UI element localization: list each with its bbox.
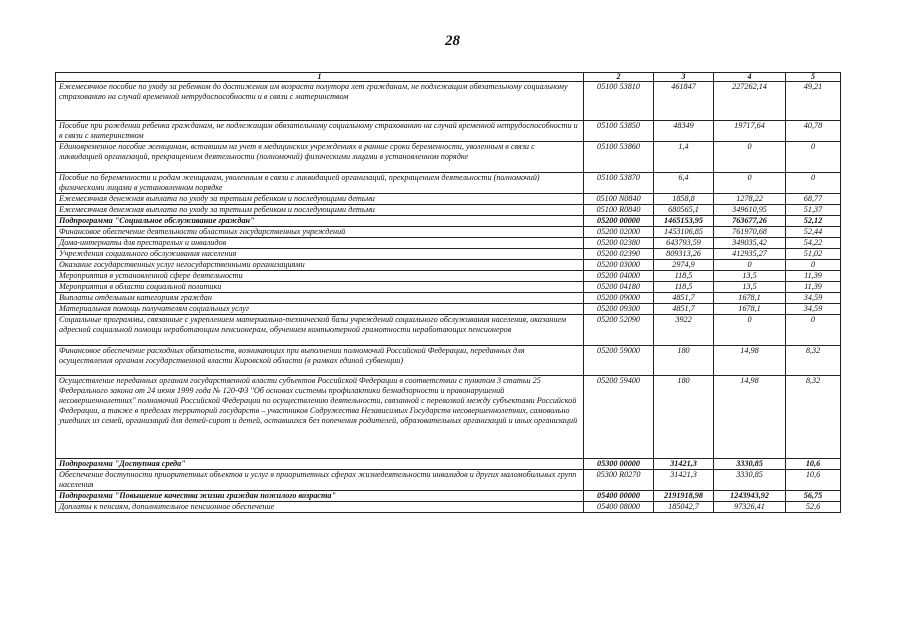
table-row <box>56 470 841 491</box>
row-fact-cell: 349035,42 <box>714 238 786 249</box>
row-code-cell: 05200 52090 <box>584 315 654 346</box>
row-plan-cell: 180 <box>654 346 714 376</box>
row-fact-cell: 3330,85 <box>714 470 786 491</box>
row-plan-cell: 31421,3 <box>654 459 714 470</box>
header-col-3: 3 <box>654 73 714 82</box>
row-percent-cell: 51,37 <box>786 205 841 216</box>
row-fact-cell: 349610,95 <box>714 205 786 216</box>
row-percent-cell: 0 <box>786 315 841 346</box>
row-name-cell: Финансовое обеспечение расходных обязательств, возникающих при выполнении полномочий Российской Федерации, переданных для осуществления органам государственной власти Кировской области (в рамках единой субвенции) <box>56 346 584 376</box>
page-number: 28 <box>445 33 460 49</box>
row-fact-cell: 0 <box>714 315 786 346</box>
row-fact-cell: 3330,85 <box>714 459 786 470</box>
row-plan-cell: 3922 <box>654 315 714 346</box>
header-col-2: 2 <box>584 73 654 82</box>
row-code-cell: 05200 59400 <box>584 376 654 459</box>
row-fact-cell: 1278,22 <box>714 194 786 205</box>
table-row <box>56 238 841 249</box>
row-percent-cell: 34,59 <box>786 304 841 315</box>
row-fact-cell: 763677,26 <box>714 216 786 227</box>
header-col-1: 1 <box>56 73 584 82</box>
row-fact-cell: 0 <box>714 142 786 173</box>
table-row <box>56 216 841 227</box>
table-row <box>56 271 841 282</box>
header-col-4: 4 <box>714 73 786 82</box>
table-row <box>56 205 841 216</box>
row-percent-cell: 54,22 <box>786 238 841 249</box>
table-row <box>56 491 841 502</box>
table-row <box>56 260 841 271</box>
row-fact-cell: 1678,1 <box>714 304 786 315</box>
row-percent-cell: 11,39 <box>786 282 841 293</box>
row-plan-cell: 1858,8 <box>654 194 714 205</box>
row-code-cell: 05200 03000 <box>584 260 654 271</box>
table-row <box>56 227 841 238</box>
row-name-cell: Мероприятия в области социальной политики <box>56 282 584 293</box>
row-code-cell: 05200 09000 <box>584 293 654 304</box>
row-fact-cell: 13,5 <box>714 282 786 293</box>
row-fact-cell: 227262,14 <box>714 82 786 121</box>
table-row <box>56 376 841 459</box>
row-fact-cell: 1243943,92 <box>714 491 786 502</box>
table-row <box>56 249 841 260</box>
row-plan-cell: 1453106,85 <box>654 227 714 238</box>
row-name-cell: Единовременное пособие женщинам, вставшим на учет в медицинских учреждениях в ранние сроки беременности, уволенным в связи с ликвидацией организаций, прекращением деятельности (полномочий) физическими лицами в установленном порядке <box>56 142 584 173</box>
table-row <box>56 293 841 304</box>
row-percent-cell: 0 <box>786 173 841 194</box>
row-name-cell: Осуществление переданных органам государственной власти субъектов Российской Федерации в соответствии с пунктом 3 статьи 25 Федерального закона от 24 июня 1999 года № 120-ФЗ "Об основах системы профилактики безнадзорности и правонарушений несовершеннолетних" полномочий Российской Федерации по осуществлению деятельности, связанной с перевозкой между субъектами Российской Федерации, а также в пределах территорий государств – участников Содружества Независимых Государств несовершеннолетних, самовольно ушедших из семей, организаций для детей-сирот и детей, оставшихся без попечения родителей, образовательных организаций и иных организаций <box>56 376 584 459</box>
table-row <box>56 315 841 346</box>
row-name-cell: Материальная помощь получателям социальных услуг <box>56 304 584 315</box>
row-percent-cell: 49,21 <box>786 82 841 121</box>
row-fact-cell: 14,98 <box>714 346 786 376</box>
row-fact-cell: 412935,27 <box>714 249 786 260</box>
row-code-cell: 05200 02380 <box>584 238 654 249</box>
row-plan-cell: 4851,7 <box>654 293 714 304</box>
table-row <box>56 304 841 315</box>
row-percent-cell: 68,77 <box>786 194 841 205</box>
table-row <box>56 282 841 293</box>
table-row <box>56 459 841 470</box>
row-code-cell: 05100 R0840 <box>584 205 654 216</box>
row-percent-cell: 56,75 <box>786 491 841 502</box>
row-plan-cell: 118,5 <box>654 271 714 282</box>
row-code-cell: 05200 02000 <box>584 227 654 238</box>
row-percent-cell: 52,12 <box>786 216 841 227</box>
row-percent-cell: 10,6 <box>786 470 841 491</box>
row-name-cell: Выплаты отдельным категориям граждан <box>56 293 584 304</box>
row-fact-cell: 0 <box>714 260 786 271</box>
row-name-cell: Подпрограмма "Доступная среда" <box>56 459 584 470</box>
row-fact-cell: 761970,68 <box>714 227 786 238</box>
row-fact-cell: 1678,1 <box>714 293 786 304</box>
row-percent-cell: 0 <box>786 260 841 271</box>
row-name-cell: Ежемесячная денежная выплата по уходу за третьим ребенком и последующими детьми <box>56 205 584 216</box>
row-name-cell: Обеспечение доступности приоритетных объектов и услуг в приоритетных сферах жизнедеятельности инвалидов и других маломобильных групп населения <box>56 470 584 491</box>
row-code-cell: 05200 00000 <box>584 216 654 227</box>
row-fact-cell: 19717,64 <box>714 121 786 142</box>
row-plan-cell: 809313,26 <box>654 249 714 260</box>
row-name-cell: Подпрограмма "Повышение качества жизни граждан пожилого возраста" <box>56 491 584 502</box>
row-plan-cell: 6,4 <box>654 173 714 194</box>
row-name-cell: Мероприятия в установленной сфере деятельности <box>56 271 584 282</box>
table-row <box>56 173 841 194</box>
table-row <box>56 121 841 142</box>
row-percent-cell: 0 <box>786 142 841 173</box>
table-header-row <box>56 73 841 82</box>
row-percent-cell: 8,32 <box>786 346 841 376</box>
row-name-cell: Ежемесячное пособие по уходу за ребенком до достижения им возраста полутора лет гражданам, не подлежащим обязательному социальному страхованию на случай временной нетрудоспособности и в связи с материнством <box>56 82 584 121</box>
row-plan-cell: 4851,7 <box>654 304 714 315</box>
table-row <box>56 82 841 121</box>
row-name-cell: Учреждения социального обслуживания населения <box>56 249 584 260</box>
table-row <box>56 142 841 173</box>
row-plan-cell: 1465153,95 <box>654 216 714 227</box>
row-name-cell: Ежемесячная денежная выплата по уходу за третьим ребенком и последующими детьми <box>56 194 584 205</box>
table-row <box>56 194 841 205</box>
row-plan-cell: 461847 <box>654 82 714 121</box>
row-code-cell: 05400 00000 <box>584 491 654 502</box>
row-percent-cell: 34,59 <box>786 293 841 304</box>
row-code-cell: 05400 08000 <box>584 502 654 513</box>
row-code-cell: 05100 53860 <box>584 142 654 173</box>
row-name-cell: Пособие по беременности и родам женщинам, уволенным в связи с ликвидацией организаций, прекращением деятельности (полномочий) физическими лицами в установленном порядке <box>56 173 584 194</box>
table-row <box>56 346 841 376</box>
row-name-cell: Социальные программы, связанные с укреплением материально-технической базы учреждений социального обслуживания населения, оказанием адресной социальной помощи неработающим пенсионерам, обучением компьютерной грамотности неработающих пенсионеров <box>56 315 584 346</box>
row-code-cell: 05100 N0840 <box>584 194 654 205</box>
row-name-cell: Финансовое обеспечение деятельности областных государственных учреждений <box>56 227 584 238</box>
row-name-cell: Дома-интернаты для престарелых и инвалидов <box>56 238 584 249</box>
row-name-cell: Оказание государственных услуг негосударственными организациями <box>56 260 584 271</box>
row-percent-cell: 52,6 <box>786 502 841 513</box>
row-fact-cell: 14,98 <box>714 376 786 459</box>
row-plan-cell: 31421,3 <box>654 470 714 491</box>
row-percent-cell: 8,32 <box>786 376 841 459</box>
row-fact-cell: 97326,41 <box>714 502 786 513</box>
row-plan-cell: 48349 <box>654 121 714 142</box>
row-plan-cell: 1,4 <box>654 142 714 173</box>
row-plan-cell: 180 <box>654 376 714 459</box>
row-code-cell: 05200 04000 <box>584 271 654 282</box>
row-code-cell: 05300 00000 <box>584 459 654 470</box>
row-percent-cell: 40,78 <box>786 121 841 142</box>
row-code-cell: 05200 02390 <box>584 249 654 260</box>
row-plan-cell: 2191918,98 <box>654 491 714 502</box>
row-code-cell: 05100 53810 <box>584 82 654 121</box>
row-plan-cell: 680565,1 <box>654 205 714 216</box>
row-percent-cell: 10,6 <box>786 459 841 470</box>
row-code-cell: 05200 09300 <box>584 304 654 315</box>
row-code-cell: 05200 59000 <box>584 346 654 376</box>
row-fact-cell: 0 <box>714 173 786 194</box>
row-plan-cell: 643793,59 <box>654 238 714 249</box>
row-name-cell: Доплаты к пенсиям, дополнительное пенсионное обеспечение <box>56 502 584 513</box>
row-plan-cell: 118,5 <box>654 282 714 293</box>
row-name-cell: Подпрограмма "Социальное обслуживание граждан" <box>56 216 584 227</box>
row-fact-cell: 13,5 <box>714 271 786 282</box>
row-name-cell: Пособие при рождении ребенка гражданам, не подлежащим обязательному социальному страхованию на случай временной нетрудоспособности и в связи с материнством <box>56 121 584 142</box>
table-row <box>56 502 841 513</box>
budget-execution-table <box>55 72 841 513</box>
row-code-cell: 05300 R0270 <box>584 470 654 491</box>
row-code-cell: 05200 04180 <box>584 282 654 293</box>
row-code-cell: 05100 53870 <box>584 173 654 194</box>
header-col-5: 5 <box>786 73 841 82</box>
row-plan-cell: 2974,9 <box>654 260 714 271</box>
row-code-cell: 05100 53850 <box>584 121 654 142</box>
row-percent-cell: 51,02 <box>786 249 841 260</box>
row-percent-cell: 11,39 <box>786 271 841 282</box>
row-plan-cell: 185042,7 <box>654 502 714 513</box>
row-percent-cell: 52,44 <box>786 227 841 238</box>
